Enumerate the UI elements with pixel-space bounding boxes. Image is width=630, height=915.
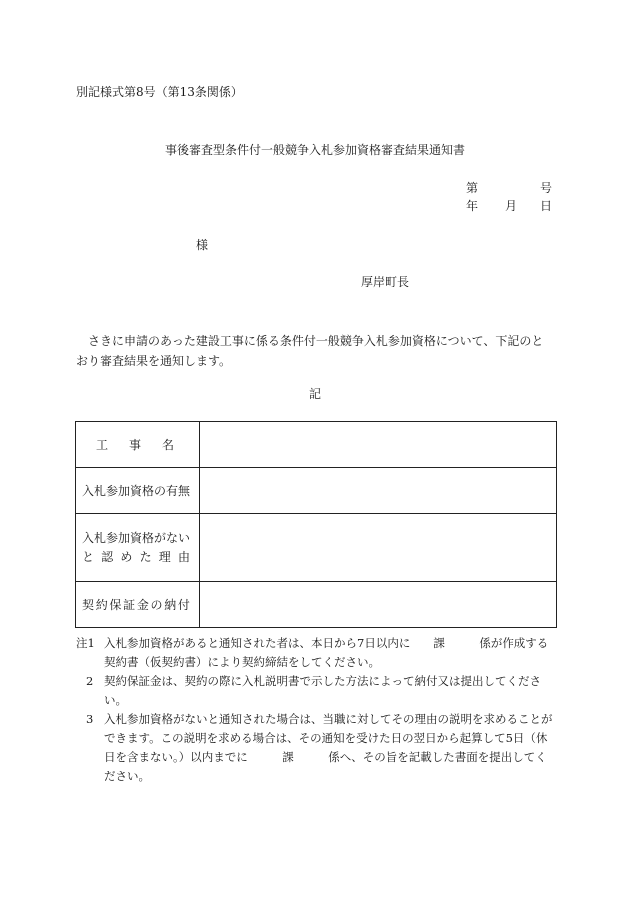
label-project-name: 工 事 名 <box>76 422 200 468</box>
label-deposit: 契 約 保 証 金 の 納 付 <box>76 582 200 628</box>
note-text: 入札参加資格があると通知された者は、本日から7日以内に 課 係が作成する契約書（仮契約書）により契約締結をしてください。 <box>104 636 549 669</box>
date-year: 年 <box>466 199 479 213</box>
doc-number-prefix: 第 <box>466 181 479 195</box>
date-month: 月 <box>505 199 518 213</box>
note-number: 2 <box>86 674 94 688</box>
document-title: 事後審査型条件付一般競争入札参加資格審査結果通知書 <box>164 143 465 157</box>
value-reason <box>200 514 557 582</box>
label-reason: 入札参加資格がない と 認 め た 理 由 <box>76 514 200 582</box>
note-text: 契約保証金は、契約の際に入札説明書で示した方法によって納付又は提出してください。 <box>104 674 541 707</box>
sender-name: 厚岸町長 <box>361 275 410 289</box>
note-number: 注1 <box>76 636 95 650</box>
date-day: 日 <box>540 199 553 213</box>
note-text: 入札参加資格がないと通知された場合は、当職に対してその理由の説明を求めることができます。この説明を求める場合は、その通知を受けた日の翌日から起算して5日（休日を含まない。）以内までに 課 係へ、その旨を記載した書面を提出してください。 <box>104 712 553 783</box>
value-deposit <box>200 582 557 628</box>
notes-section <box>76 634 556 786</box>
value-project-name <box>200 422 557 468</box>
table-row <box>76 582 557 628</box>
note-number: 3 <box>86 712 94 726</box>
ki-heading: 記 <box>308 387 321 401</box>
addressee-honorific: 様 <box>196 238 209 252</box>
result-table <box>75 421 557 628</box>
note-item <box>86 710 556 786</box>
table-row <box>76 422 557 468</box>
table-row <box>76 514 557 582</box>
note-item <box>76 634 556 672</box>
body-paragraph: さきに申請のあった建設工事に係る条件付一般競争入札参加資格について、下記のとおり審査結果を通知します。 <box>76 334 544 368</box>
value-eligibility <box>200 468 557 514</box>
table-row <box>76 468 557 514</box>
note-item <box>86 672 556 710</box>
form-number-label: 別記様式第8号（第13条関係） <box>76 85 243 99</box>
doc-number-suffix: 号 <box>540 181 553 195</box>
label-eligibility: 入札参加資格の有無 <box>76 468 200 514</box>
